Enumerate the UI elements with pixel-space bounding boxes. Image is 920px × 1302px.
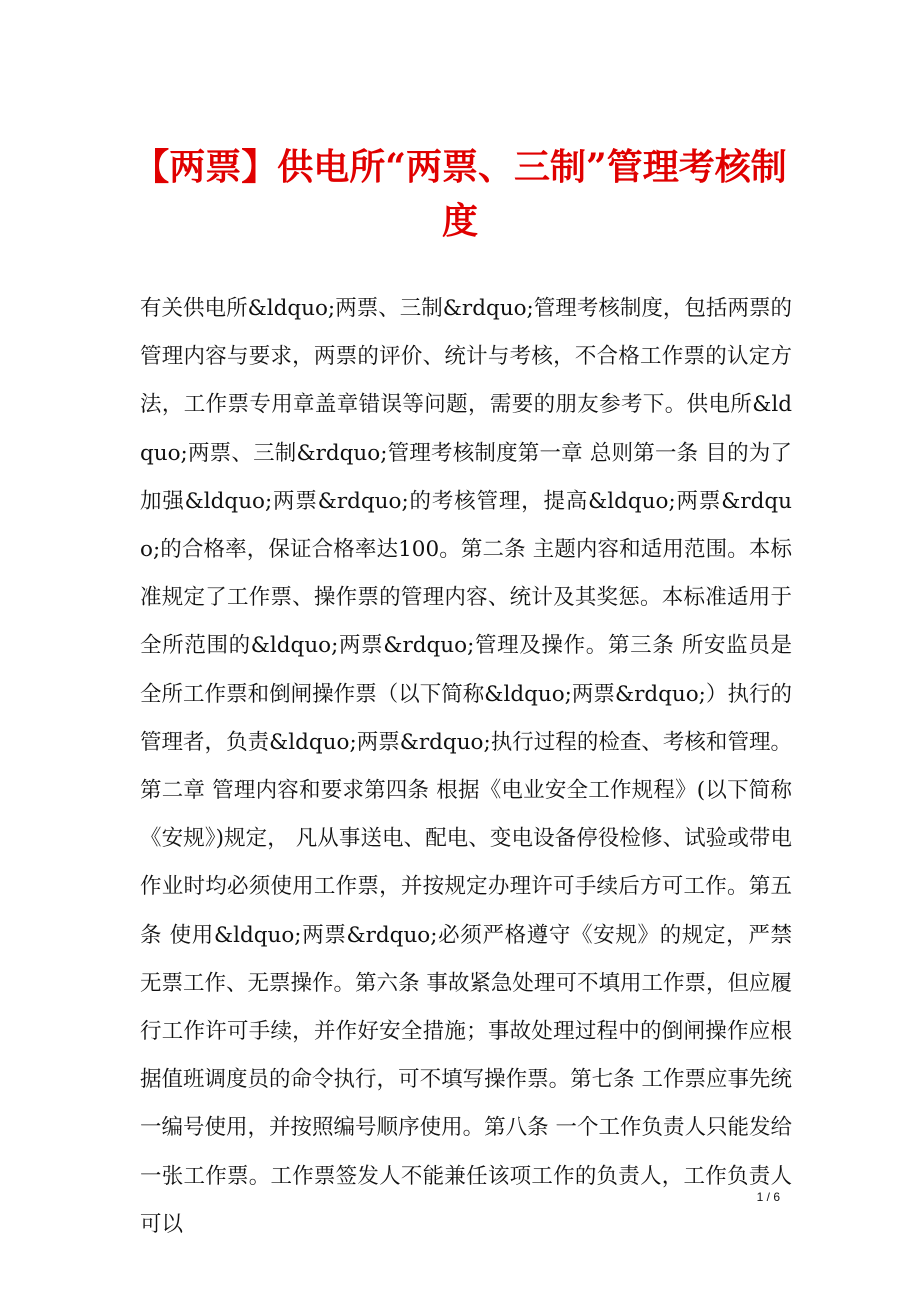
- document-body: 有关供电所&ldquo;两票、三制&rdquo;管理考核制度，包括两票的管理内容与要求，两票的评价、统计与考核，不合格工作票的认定方法，工作票专用章盖章错误等问题，需要的朋友参考下。供电所&ldquo;两票、三制&rdquo;管理考核制度第一章 总则第一条 目的为了加强&ldquo;两票&rdquo;的考核管理，提高&ldquo;两票&rdquo;的合格率，保证合格率达100。第二条 主题内容和适用范围。本标准规定了工作票、操作票的管理内容、统计及其奖惩。本标准适用于全所范围的&ldquo;两票&rdquo;管理及操作。第三条 所安监员是全所工作票和倒闸操作票（以下简称&ldquo;两票&rdquo;）执行的管理者，负责&ldquo;两票&rdquo;执行过程的检查、考核和管理。第二章 管理内容和要求第四条 根据《电业安全工作规程》(以下简称《安规》)规定， 凡从事送电、配电、变电设备停役检修、试验或带电作业时均必须使用工作票，并按规定办理许可手续后方可工作。第五条 使用&ldquo;两票&rdquo;必须严格遵守《安规》的规定，严禁无票工作、无票操作。第六条 事故紧急处理可不填用工作票，但应履行工作许可手续，并作好安全措施；事故处理过程中的倒闸操作应根据值班调度员的命令执行，可不填写操作票。第七条 工作票应事先统一编号使用，并按照编号顺序使用。第八条 一个工作负责人只能发给一张工作票。工作票签发人不能兼任该项工作的负责人，工作负责人可以: [140, 296, 792, 1237]
- page-number: 1 / 6: [756, 1190, 780, 1204]
- document-title: 【两票】供电所“两票、三制”管理考核制度: [133, 146, 787, 242]
